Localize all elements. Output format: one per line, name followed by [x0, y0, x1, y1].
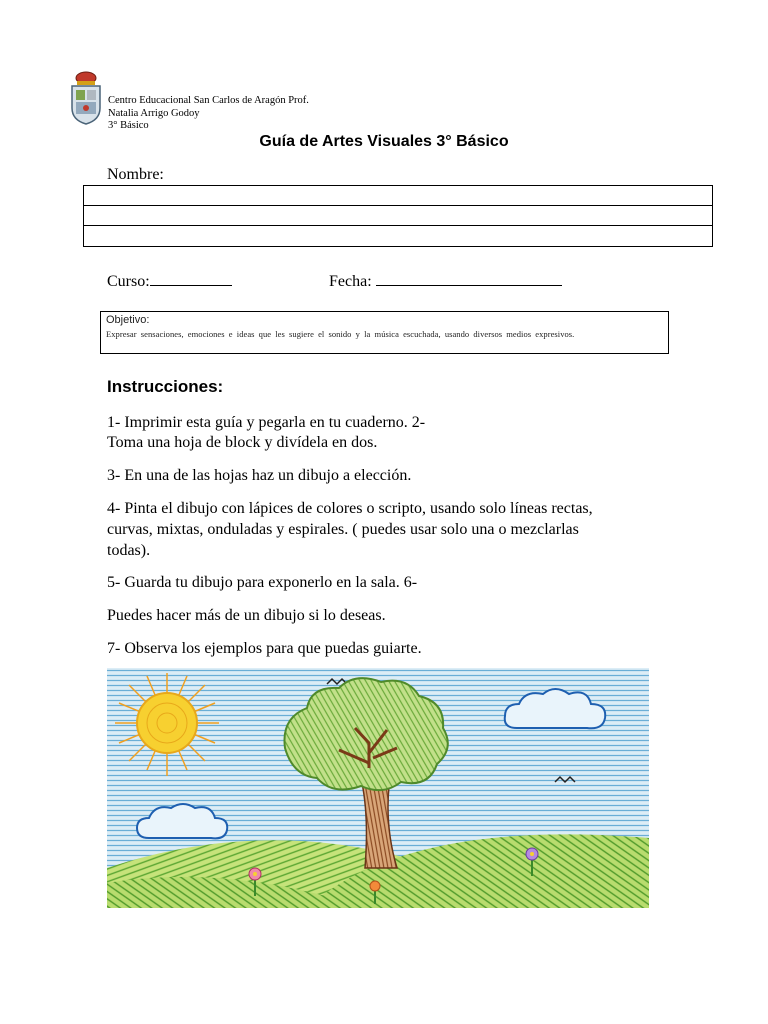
nombre-label: Nombre:	[107, 166, 164, 183]
nombre-line-1[interactable]	[84, 186, 712, 206]
instruction-line-2: Toma una hoja de block y divídela en dos.	[107, 434, 378, 451]
objective-label: Objetivo:	[106, 314, 150, 326]
instruction-line-6: todas).	[107, 542, 151, 559]
instruction-line-8: Puedes hacer más de un dibujo si lo deseas.	[107, 607, 386, 624]
fecha-blank[interactable]	[376, 271, 562, 286]
school-line-1: Centro Educacional San Carlos de Aragón Prof.	[108, 95, 309, 106]
page-title: Guía de Artes Visuales 3° Básico	[259, 133, 509, 150]
fecha-label: Fecha:	[329, 273, 372, 290]
instruction-line-5: curvas, mixtas, onduladas y espirales. ( puedes usar solo una o mezclarlas	[107, 521, 579, 538]
school-header	[108, 95, 309, 133]
nombre-line-2[interactable]	[84, 206, 712, 226]
school-line-2: Natalia Arrigo Godoy	[108, 107, 200, 119]
curso-label: Curso:	[107, 273, 150, 290]
landscape-drawing-icon	[107, 668, 649, 908]
curso-field	[107, 271, 232, 291]
instruction-line-4: 4- Pinta el dibujo con lápices de colores o scripto, usando solo líneas rectas,	[107, 500, 593, 517]
nombre-line-3[interactable]	[84, 226, 712, 246]
fecha-field	[329, 271, 562, 291]
instruction-line-9: 7- Observa los ejemplos para que puedas guiarte.	[107, 640, 422, 657]
example-drawing	[107, 668, 649, 908]
school-crest-icon	[68, 70, 104, 126]
instructions-heading: Instrucciones:	[107, 377, 224, 396]
instruction-line-3: 3- En una de las hojas haz un dibujo a elección.	[107, 467, 412, 484]
objective-text: Expresar sensaciones, emociones e ideas que les sugiere el sonido y la música escuchada, usando diversos medios expresivos.	[106, 329, 575, 339]
nombre-field[interactable]	[83, 185, 713, 247]
instruction-line-7: 5- Guarda tu dibujo para exponerlo en la sala. 6-	[107, 574, 418, 591]
objective-box	[100, 311, 669, 354]
instruction-line-1: 1- Imprimir esta guía y pegarla en tu cuaderno. 2-	[107, 414, 426, 431]
school-line-3: 3° Básico	[108, 120, 149, 131]
curso-blank[interactable]	[150, 271, 232, 286]
